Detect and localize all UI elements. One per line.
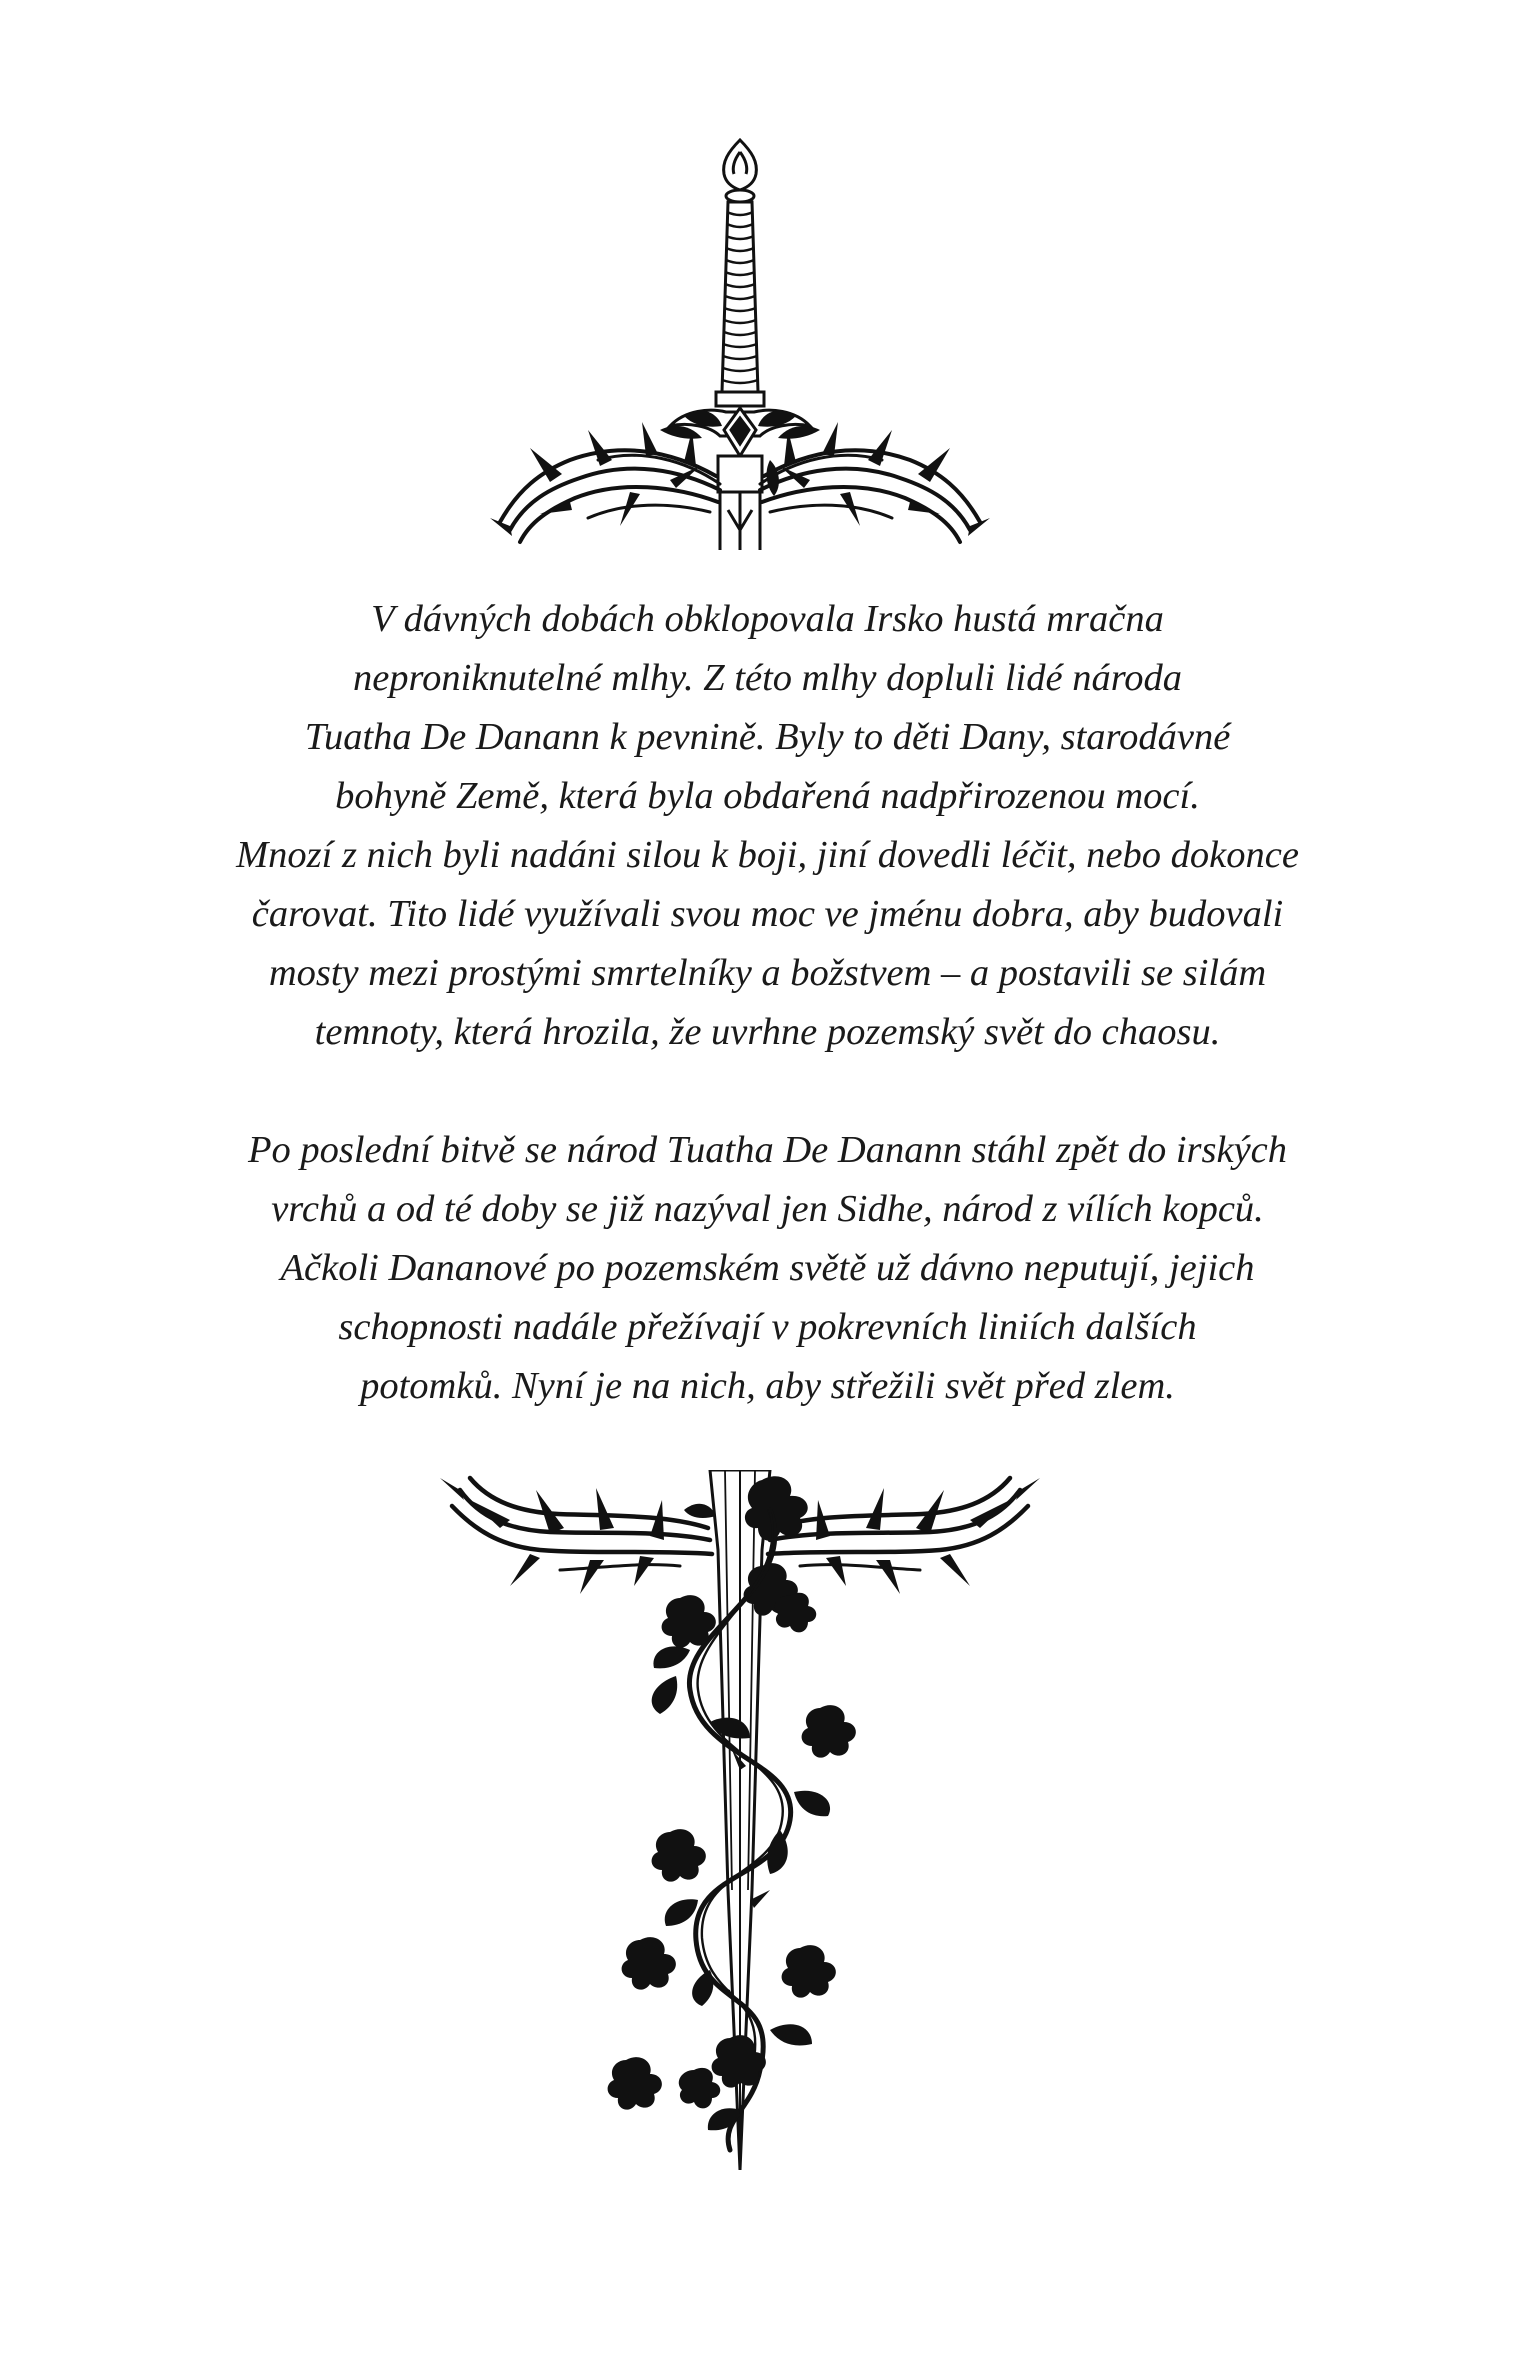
text-line: mosty mezi prostými smrtelníky a božstvem – a postavili se silám xyxy=(268,952,1267,994)
epigraph-text xyxy=(150,590,1385,1416)
text-line: potomků. Nyní je na nich, aby střežili svět před zlem. xyxy=(360,1365,1175,1407)
text-line: čarovat. Tito lidé využívali svou moc ve jménu dobra, aby budovali xyxy=(251,893,1284,935)
text-line: vrchů a od té doby se již nazýval jen Sidhe, národ z vílích kopců. xyxy=(271,1188,1264,1230)
text-line: Ačkoli Dananové po pozemském světě už dávno neputují, jejich xyxy=(280,1247,1255,1289)
text-line: Po poslední bitvě se národ Tuatha De Danann stáhl zpět do irských xyxy=(247,1129,1288,1171)
text-line: Mnozí z nich byli nadáni silou k boji, jiní dovedli léčit, nebo dokonce xyxy=(236,834,1299,876)
text-line: neproniknutelné mlhy. Z této mlhy dopluli lidé národa xyxy=(352,657,1183,699)
paragraph-1 xyxy=(150,590,1385,1062)
sword-blade-with-thorny-vine-icon xyxy=(440,1470,1040,2170)
sword-hilt-with-thorn-crown-icon xyxy=(470,130,1010,550)
text-line: temnoty, která hrozila, že uvrhne pozemský svět do chaosu. xyxy=(314,1011,1221,1053)
paragraph-2 xyxy=(150,1121,1385,1416)
text-line: V dávných dobách obklopovala Irsko hustá mračna xyxy=(371,598,1164,640)
text-line: bohyně Země, která byla obdařená nadpřirozenou mocí. xyxy=(335,775,1200,817)
text-line: Tuatha De Danann k pevnině. Byly to děti Dany, starodávné xyxy=(304,716,1231,758)
text-line: schopnosti nadále přežívají v pokrevních liniích dalších xyxy=(338,1306,1197,1348)
